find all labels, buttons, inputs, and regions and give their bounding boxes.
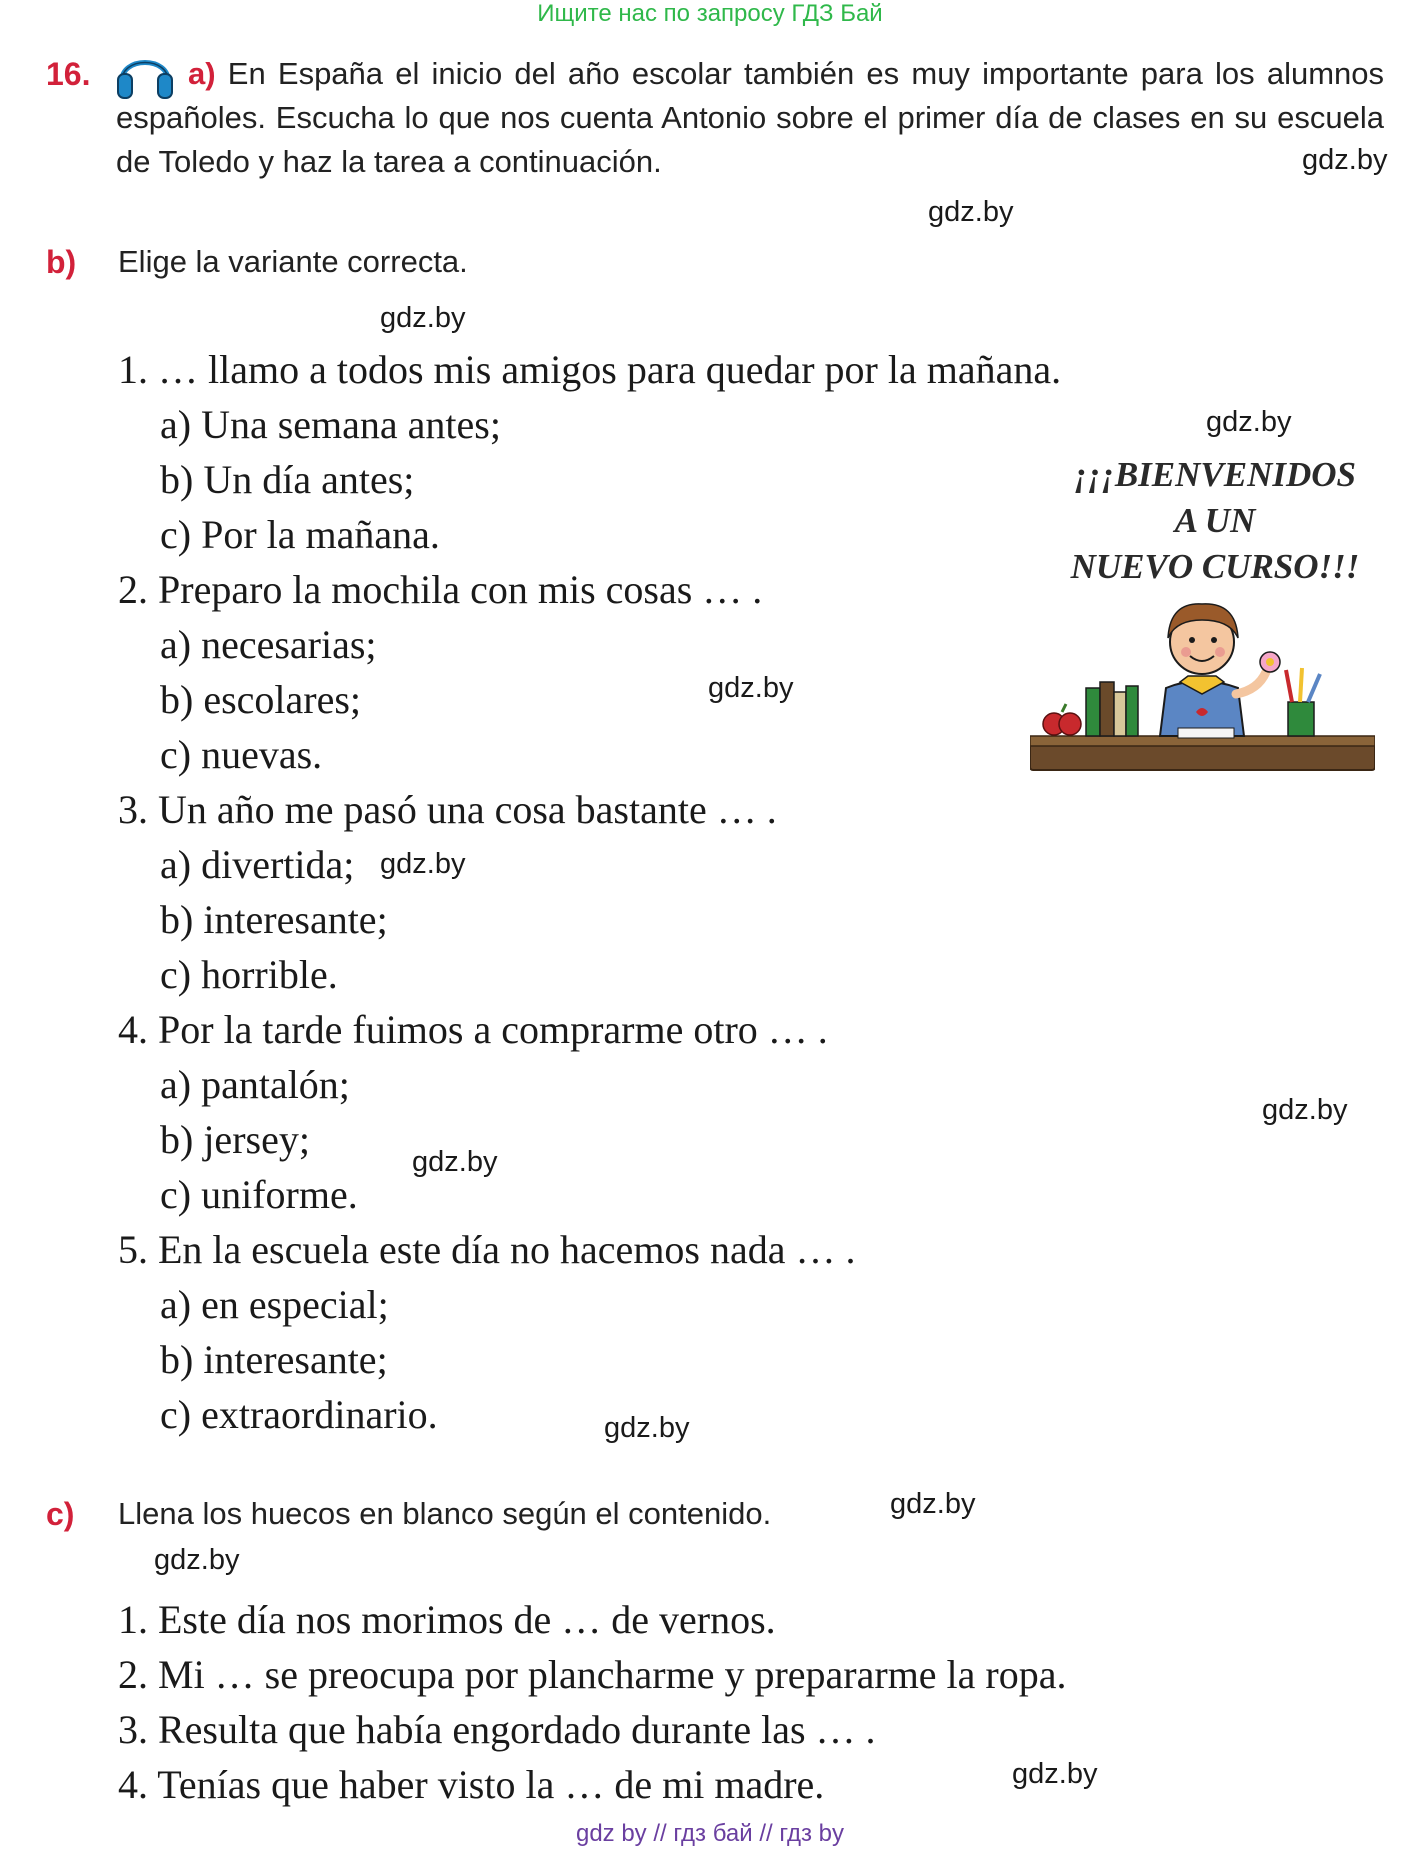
question-2-stem: 2. Preparo la mochila con mis cosas … . xyxy=(118,567,763,612)
watermark: gdz.by xyxy=(1012,1758,1098,1790)
part-c-item-1: 1. Este día nos morimos de … de vernos. xyxy=(118,1597,776,1642)
part-a-text: En España el inicio del año escolar también es muy importante para los alumnos españoles. Escucha lo que nos cuenta Antonio sobre el primer día de clases en su escuela de Toledo y haz la tarea a continuación. xyxy=(116,56,1385,179)
part-b-instruction: Elige la variante correcta. xyxy=(118,244,468,279)
question-1-option-a: a) Una semana antes; xyxy=(160,402,501,447)
question-5-stem: 5. En la escuela este día no hacemos nada … . xyxy=(118,1227,856,1272)
question-4-option-a: a) pantalón; xyxy=(160,1062,350,1107)
watermark: gdz.by xyxy=(890,1488,976,1520)
part-c-label: c) xyxy=(46,1496,75,1532)
question-1-option-c: c) Por la mañana. xyxy=(160,512,440,557)
watermark: gdz.by xyxy=(1206,406,1292,438)
watermark: gdz.by xyxy=(1262,1094,1348,1126)
question-4-option-c: c) uniforme. xyxy=(160,1172,358,1217)
question-3-option-a: a) divertida; xyxy=(160,842,355,887)
part-a-label: a) xyxy=(188,56,216,91)
part-c-item-4: 4. Tenías que haber visto la … de mi madre. xyxy=(118,1762,825,1807)
watermark: gdz.by xyxy=(928,196,1014,228)
question-5-option-b: b) interesante; xyxy=(160,1337,388,1382)
question-5-option-c: c) extraordinario. xyxy=(160,1392,438,1437)
question-3-option-c: c) horrible. xyxy=(160,952,338,997)
watermark: gdz.by xyxy=(380,302,466,334)
part-b-label: b) xyxy=(46,244,77,280)
part-a-paragraph xyxy=(116,52,1384,184)
part-c-instruction: Llena los huecos en blanco según el contenido. xyxy=(118,1496,772,1531)
question-3-stem: 3. Un año me pasó una cosa bastante … . xyxy=(118,787,777,832)
question-4-option-b: b) jersey; xyxy=(160,1117,310,1162)
banner-line-2: A UN xyxy=(1174,501,1256,540)
question-1-stem: 1. … llamo a todos mis amigos para quedar por la mañana. xyxy=(118,347,1062,392)
question-4-stem: 4. Por la tarde fuimos a comprarme otro … . xyxy=(118,1007,828,1052)
student-desk-illustration xyxy=(1030,590,1375,790)
watermark: gdz.by xyxy=(154,1544,240,1576)
header-note: Ищите нас по запросу ГДЗ Бай xyxy=(537,0,883,27)
part-c-item-3: 3. Resulta que había engordado durante las … . xyxy=(118,1707,876,1752)
watermark: gdz.by xyxy=(1302,144,1388,176)
watermark: gdz.by xyxy=(708,672,794,704)
welcome-banner xyxy=(1030,452,1400,590)
part-c-item-2: 2. Mi … se preocupa por plancharme y prepararme la ropa. xyxy=(118,1652,1067,1697)
banner-line-3: NUEVO CURSO!!! xyxy=(1070,547,1360,586)
banner-line-1: ¡¡¡BIENVENIDOS xyxy=(1073,455,1357,494)
watermark: gdz.by xyxy=(604,1412,690,1444)
question-3-option-b: b) interesante; xyxy=(160,897,388,942)
watermark: gdz.by xyxy=(380,848,466,880)
question-2-option-c: c) nuevas. xyxy=(160,732,323,777)
exercise-number: 16. xyxy=(46,56,91,92)
question-5-option-a: a) en especial; xyxy=(160,1282,389,1327)
footer-note: gdz by // гдз бай // гдз by xyxy=(575,1820,845,1847)
question-2-option-a: a) necesarias; xyxy=(160,622,377,667)
watermark: gdz.by xyxy=(412,1146,498,1178)
question-2-option-b: b) escolares; xyxy=(160,677,362,722)
question-1-option-b: b) Un día antes; xyxy=(160,457,415,502)
